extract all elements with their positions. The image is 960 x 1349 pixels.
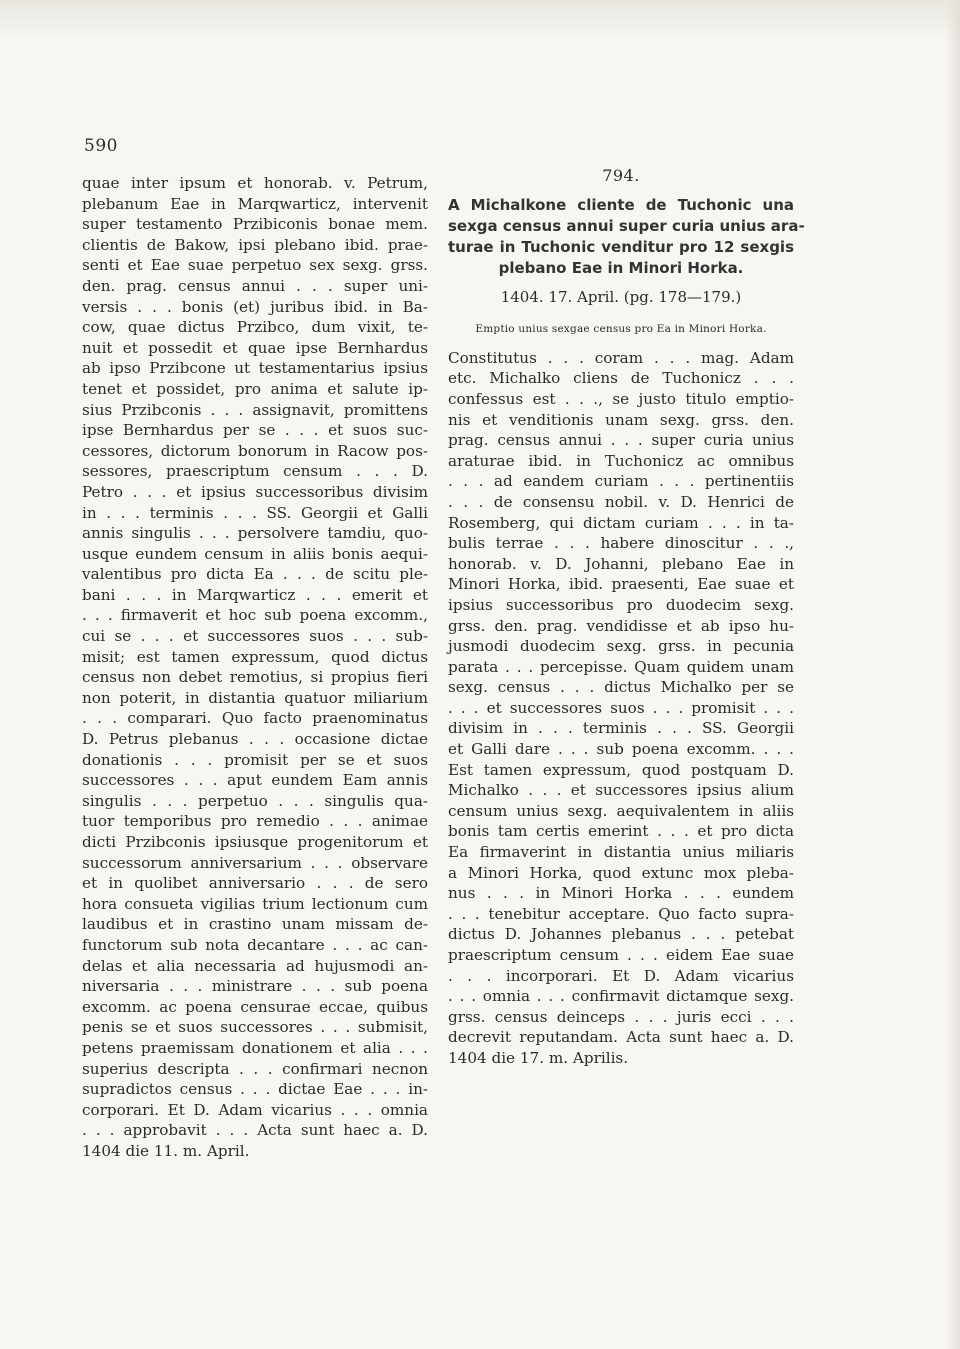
text-line: 1404 die 11. m. April. — [82, 1141, 250, 1160]
text-line: clientis de Bakow, ipsi plebano ibid. prae- — [82, 235, 428, 254]
text-line: senti et Eae suae perpetuo sex sexg. grss. — [82, 256, 428, 275]
text-line: . . . ad eandem curiam . . . pertinentiis — [448, 472, 794, 491]
text-line: bulis terrae . . . habere dinoscitur . . ., — [448, 534, 794, 553]
text-line: . . . approbavit . . . Acta sunt haec a. D. — [82, 1121, 428, 1140]
text-line: ipsius successoribus pro duodecim sexg. — [448, 595, 794, 614]
text-line: nuit et possedit et quae ipse Bernhardus — [82, 338, 428, 357]
text-line: ipse Bernhardus per se . . . et suos suc- — [82, 421, 428, 440]
text-line: nus . . . in Minori Horka . . . eundem — [448, 884, 794, 903]
text-line: parata . . . percepisse. Quam quidem unam — [448, 657, 794, 676]
text-line: et Galli dare . . . sub poena excomm. . . . — [448, 740, 794, 759]
text-line: turae in Tuchonic venditur pro 12 sexgis — [448, 237, 794, 256]
text-line: prag. census annui . . . super curia unius — [448, 431, 794, 450]
text-line: misit; est tamen expressum, quod dictus — [82, 647, 428, 666]
text-line: praescriptum censum . . . eidem Eae suae — [448, 946, 794, 964]
text-line: . . . et successores suos . . . promisit . . . — [448, 698, 794, 717]
text-line: araturae ibid. in Tuchonicz ac omnibus — [448, 451, 794, 470]
text-line: hora consueta vigilias trium lectionum cum — [82, 894, 428, 913]
text-line: versis . . . bonis (et) juribus ibid. in Ba- — [82, 297, 428, 316]
document-date: 1404. 17. April. (pg. 178—179.) — [500, 287, 742, 306]
text-line: decrevit reputandam. Acta sunt haec a. D. — [448, 1028, 794, 1047]
text-line: D. Petrus plebanus . . . occasione dictae — [82, 730, 428, 749]
text-line: delas et alia necessaria ad hujusmodi an- — [82, 956, 428, 975]
text-line: et in quolibet anniversario . . . de sero — [82, 874, 428, 893]
text-line: . . . tenebitur acceptare. Quo facto supra- — [448, 904, 794, 923]
text-line: bani . . . in Marqwarticz . . . emerit et — [82, 585, 428, 604]
text-line: bonis tam certis emerint . . . et pro dicta — [448, 822, 794, 841]
text-line: den. prag. census annui . . . super uni- — [82, 276, 428, 295]
text-line: Petro . . . et ipsius successoribus divisim — [82, 482, 428, 501]
text-line: . . . firmaverit et hoc sub poena excomm., — [82, 606, 428, 625]
text-line: singulis . . . perpetuo . . . singulis qua- — [82, 791, 428, 810]
scan-top-edge — [0, 0, 960, 40]
text-line: sexga census annui super curia unius ara- — [448, 216, 805, 235]
text-line: tenet et possidet, pro anima et salute ip- — [82, 379, 428, 398]
text-line: sessores, praescriptum censum . . . D. — [82, 462, 428, 481]
text-line: divisim in . . . terminis . . . SS. Georgii — [448, 719, 794, 738]
text-line: ab ipso Przibcone ut testamentarius ipsius — [82, 359, 428, 378]
text-line: plebano Eae in Minori Horka. — [498, 258, 744, 277]
text-line: dicti Przibconis ipsiusque progenitorum et — [82, 833, 428, 851]
text-line: valentibus pro dicta Ea . . . de scitu ple- — [82, 565, 428, 584]
document-summary: Emptio unius sexgae census pro Ea in Minori Horka. — [475, 323, 767, 336]
text-line: honorab. v. D. Johanni, plebano Eae in — [448, 554, 794, 573]
text-line: a Minori Horka, quod extunc mox pleba- — [448, 863, 794, 882]
text-line: corporari. Et D. Adam vicarius . . . omnia — [82, 1100, 428, 1119]
page-number: 590 — [84, 136, 118, 156]
text-line: census non debet remotius, si propius fieri — [82, 668, 428, 687]
text-line: nis et venditionis unam sexg. grss. den. — [448, 410, 794, 429]
text-line: etc. Michalko cliens de Tuchonicz . . . — [448, 369, 794, 388]
document-number: 794. — [602, 166, 640, 185]
text-line: censum unius sexg. aequivalentem in aliis — [448, 801, 794, 820]
text-line: dictus D. Johannes plebanus . . . petebat — [448, 925, 794, 944]
text-line: non poterit, in distantia quatuor miliarium — [82, 688, 428, 707]
right-column-text — [448, 348, 794, 1069]
text-line: 1404 die 17. m. Aprilis. — [448, 1048, 629, 1067]
text-line: laudibus et in crastino unam missam de- — [82, 915, 428, 934]
text-line: A Michalkone cliente de Tuchonic una — [448, 195, 794, 214]
text-line: . . . omnia . . . confirmavit dictamque sexg. — [448, 987, 794, 1006]
text-line: in . . . terminis . . . SS. Georgii et Galli — [82, 503, 428, 522]
text-line: super testamento Przibiconis bonae mem. — [82, 215, 428, 234]
text-line: Michalko . . . et successores ipsius alium — [448, 781, 794, 800]
text-line: grss. den. prag. vendidisse et ab ipso hu- — [448, 616, 794, 635]
text-line: petens praemissam donationem et alia . . . — [82, 1038, 428, 1057]
text-line: grss. census deinceps . . . juris ecci . . . — [448, 1007, 794, 1026]
text-line: successorum anniversarium . . . observare — [82, 853, 428, 872]
text-line: Constitutus . . . coram . . . mag. Adam — [448, 348, 794, 367]
text-line: sexg. census . . . dictus Michalko per se — [448, 678, 794, 697]
text-line: Minori Horka, ibid. praesenti, Eae suae et — [448, 575, 794, 594]
left-column — [82, 173, 428, 1162]
text-line: superius descripta . . . confirmari necnon — [82, 1059, 428, 1078]
text-line: cessores, dictorum bonorum in Racow pos- — [82, 441, 428, 460]
text-line: successores . . . aput eundem Eam annis — [82, 771, 428, 790]
text-line: quae inter ipsum et honorab. v. Petrum, — [82, 174, 428, 192]
text-line: niversaria . . . ministrare . . . sub poena — [82, 977, 428, 996]
text-line: supradictos census . . . dictae Eae . . . in- — [82, 1080, 428, 1099]
text-line: cui se . . . et successores suos . . . sub- — [82, 627, 428, 646]
scan-right-edge — [946, 0, 960, 1349]
right-column — [448, 166, 805, 1069]
left-column-text — [82, 173, 428, 1162]
text-line: Ea firmaverint in distantia unius miliaris — [448, 843, 794, 862]
text-line: confessus est . . ., se justo titulo emptio- — [448, 389, 794, 408]
text-line: Rosemberg, qui dictam curiam . . . in ta- — [448, 513, 794, 532]
text-line: annis singulis . . . persolvere tamdiu, quo- — [82, 524, 428, 543]
text-line: . . . incorporari. Et D. Adam vicarius — [448, 966, 794, 985]
text-line: excomm. ac poena censurae eccae, quibus — [82, 997, 428, 1016]
text-line: jusmodi duodecim sexg. grss. in pecunia — [448, 637, 794, 656]
text-line: . . . de consensu nobil. v. D. Henrici de — [448, 492, 794, 511]
text-line: tuor temporibus pro remedio . . . animae — [82, 812, 428, 831]
text-line: . . . comparari. Quo facto praenominatus — [82, 709, 428, 728]
text-line: Est tamen expressum, quod postquam D. — [448, 760, 794, 779]
text-line: functorum sub nota decantare . . . ac can- — [82, 935, 428, 954]
text-line: usque eundem censum in aliis bonis aequi- — [82, 544, 428, 563]
text-line: penis se et suos successores . . . submisit, — [82, 1018, 428, 1037]
text-line: donationis . . . promisit per se et suos — [82, 750, 428, 769]
document-title — [448, 195, 805, 279]
text-line: sius Przibconis . . . assignavit, promittens — [82, 400, 428, 419]
text-line: cow, quae dictus Przibco, dum vixit, te- — [82, 318, 428, 337]
text-line: plebanum Eae in Marqwarticz, intervenit — [82, 194, 428, 213]
